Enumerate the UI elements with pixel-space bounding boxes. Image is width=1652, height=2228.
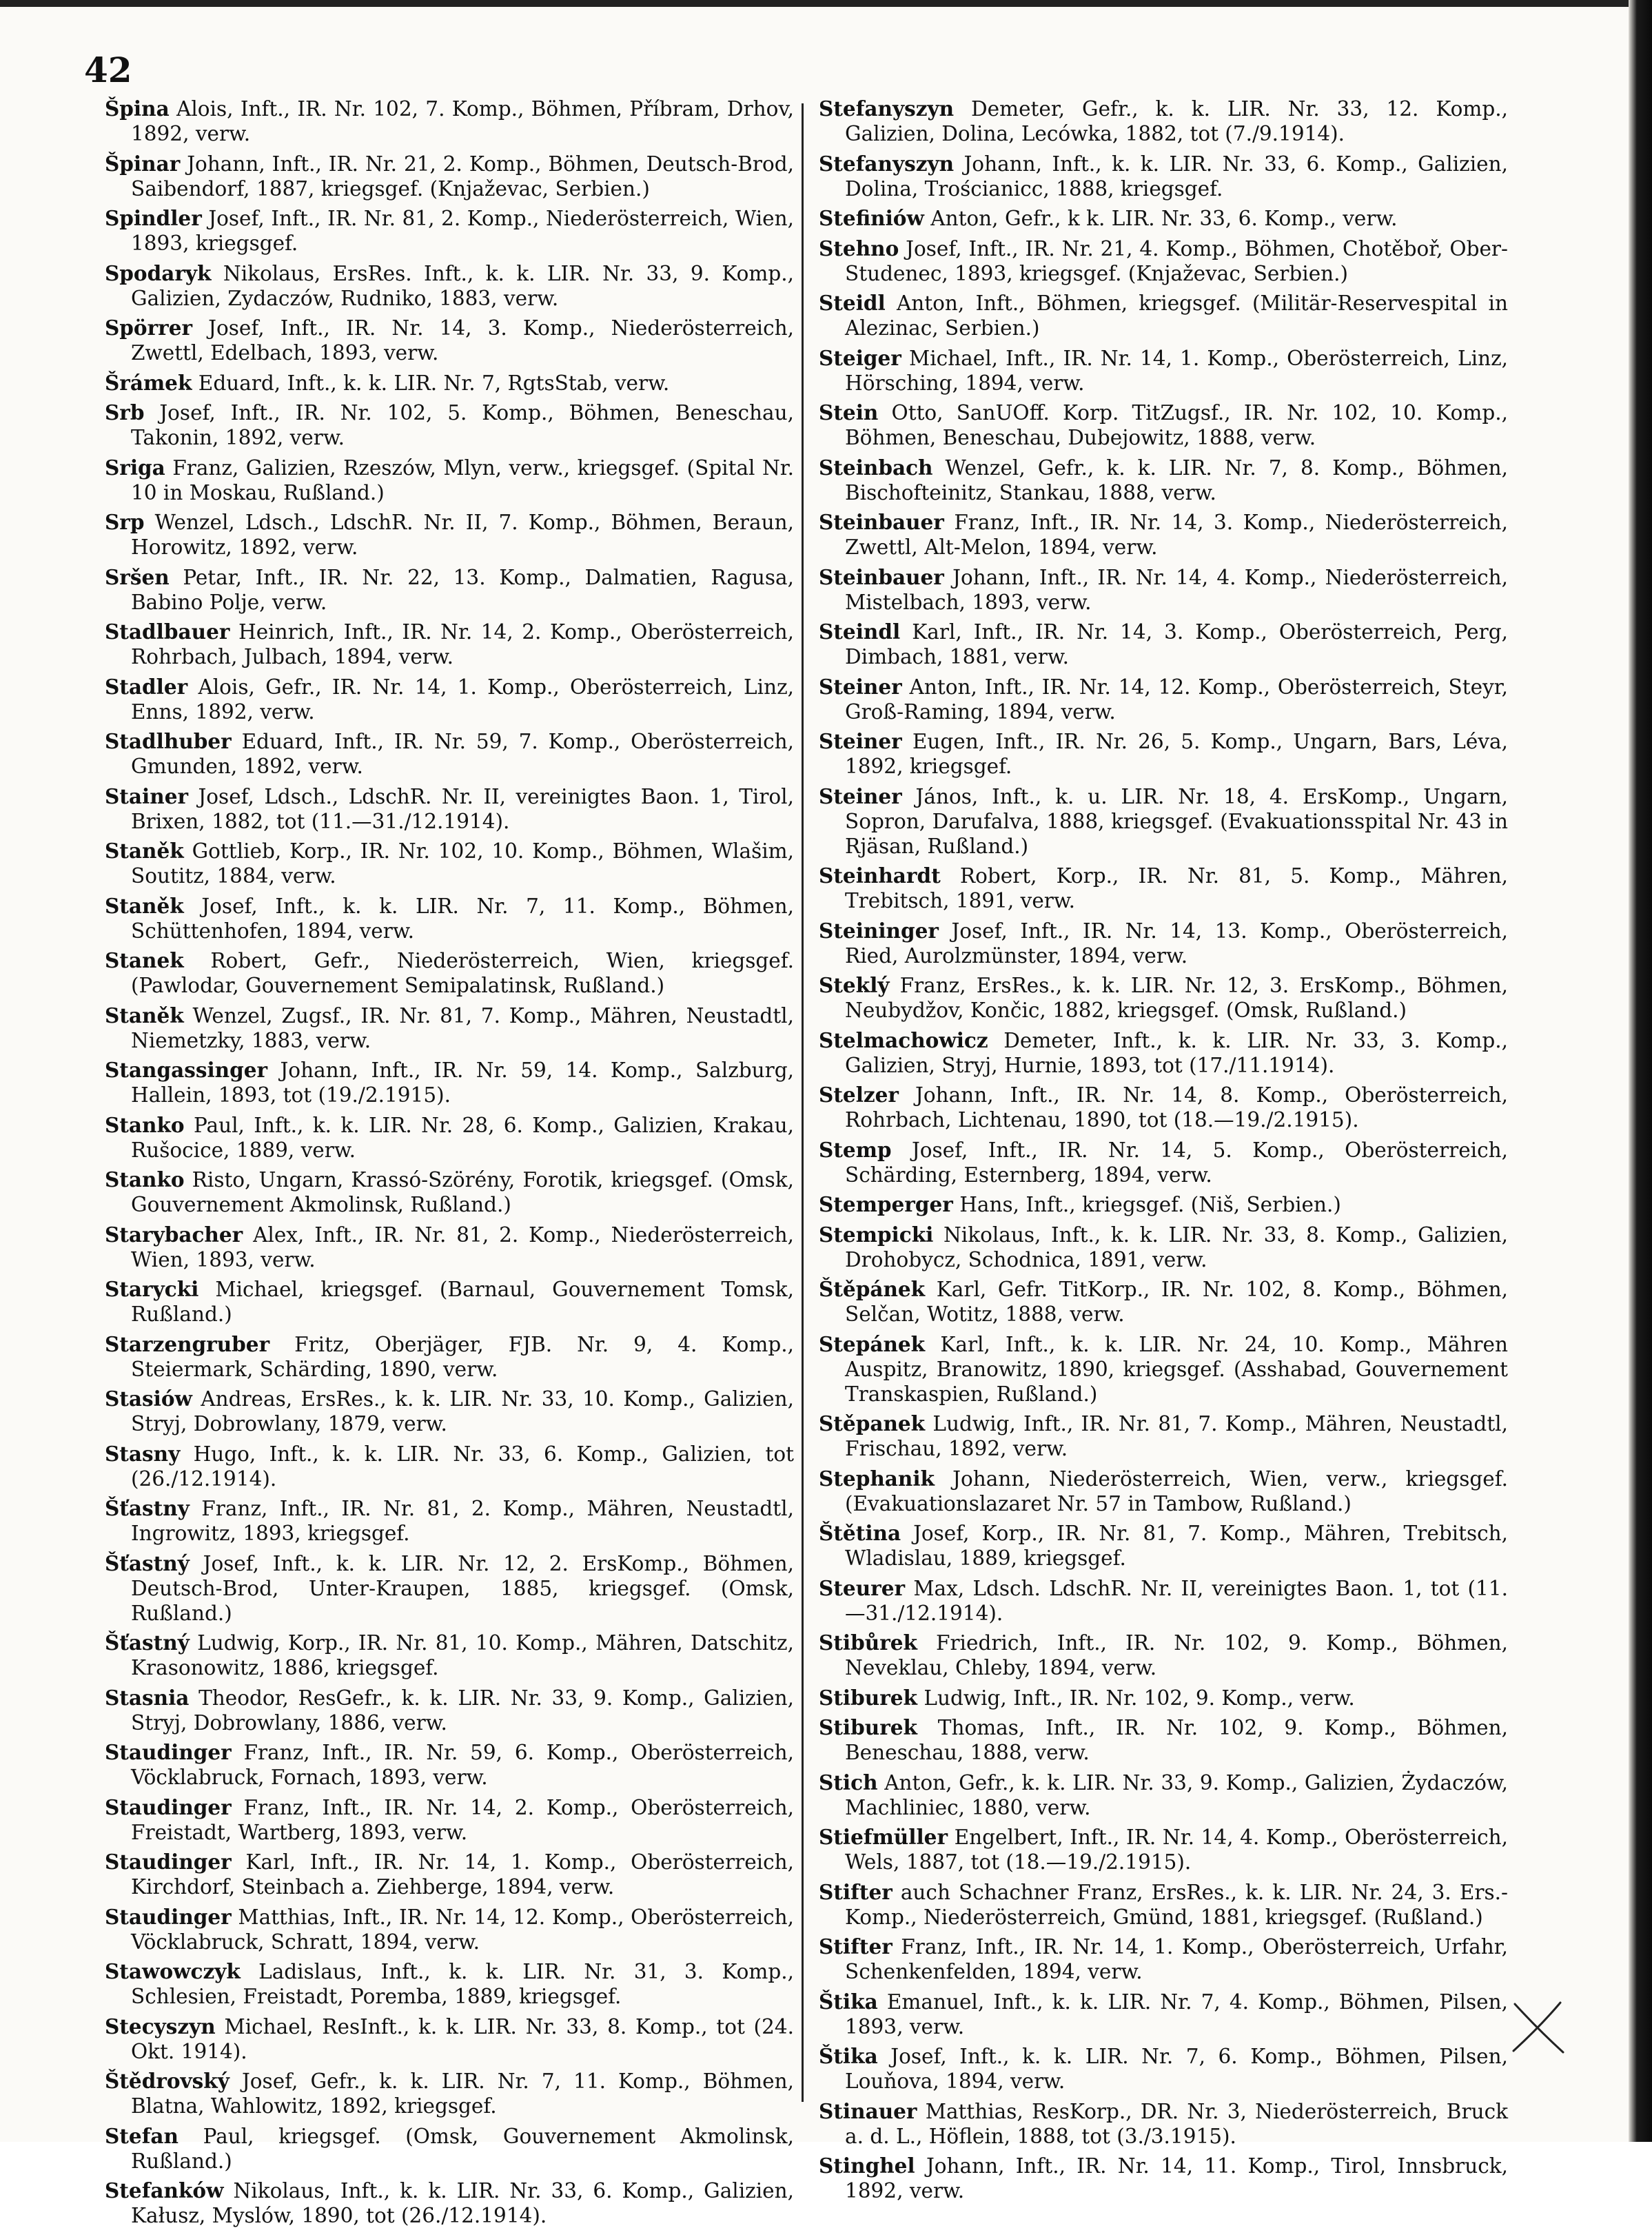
entry-surname: Stadlhuber: [105, 729, 232, 753]
register-entry: [105, 1058, 794, 1107]
entry-surname: Stasny: [105, 1441, 181, 1466]
entry-surname: Spörrer: [105, 316, 193, 340]
register-entry: [105, 1496, 794, 1546]
register-entry: [819, 1223, 1508, 1272]
entry-details: Gottlieb, Korp., IR. Nr. 102, 10. Komp., Böhmen, Wlašim, Soutitz, 1884, verw.: [131, 839, 794, 888]
entry-surname: Stelzer: [819, 1083, 899, 1107]
register-entry: [819, 1686, 1508, 1710]
entry-details: Risto, Ungarn, Krassó-Szörény, Forotik, kriegsgef. (Omsk, Gouvernement Akmolinsk, Rußland.): [131, 1168, 794, 1216]
scan-top-border: [0, 0, 1652, 7]
entry-surname: Stich: [819, 1770, 878, 1795]
entry-surname: Steindl: [819, 620, 901, 644]
register-entry: [819, 1028, 1508, 1078]
entry-surname: Staudinger: [105, 1904, 232, 1929]
entry-details: Anton, Gefr., k k. LIR. Nr. 33, 6. Komp., verw.: [930, 207, 1398, 230]
register-entry: [105, 1277, 794, 1327]
register-entry: [819, 236, 1508, 286]
entry-details: Alois, Gefr., IR. Nr. 14, 1. Komp., Oberösterreich, Linz, Enns, 1892, verw.: [131, 675, 794, 724]
entry-details: Wenzel, Zugsf., IR. Nr. 81, 7. Komp., Mähren, Neustadtl, Niemetzky, 1883, verw.: [131, 1003, 794, 1052]
handwritten-cross-mark: [1509, 2000, 1567, 2055]
entry-details: Eduard, Inft., k. k. LIR. Nr. 7, RgtsStab, verw.: [198, 371, 670, 395]
entry-surname: Stadler: [105, 674, 188, 699]
entry-surname: Sršen: [105, 564, 170, 589]
entry-surname: Steinbauer: [819, 564, 944, 589]
entry-surname: Stinauer: [819, 2098, 917, 2123]
entry-surname: Špina: [105, 96, 170, 121]
register-entry: [819, 2154, 1508, 2203]
entry-surname: Steiner: [819, 784, 902, 808]
entry-surname: Staudinger: [105, 1795, 232, 1819]
entry-details: Franz, Inft., IR. Nr. 81, 2. Komp., Mähren, Neustadtl, Ingrowitz, 1893, kriegsgef.: [131, 1497, 794, 1545]
entry-details: Franz, Inft., IR. Nr. 14, 2. Komp., Oberösterreich, Freistadt, Wartberg, 1893, verw.: [131, 1795, 794, 1844]
entry-details: Andreas, ErsRes., k. k. LIR. Nr. 33, 10. Komp., Galizien, Stryj, Dobrowlany, 1879, verw.: [131, 1387, 794, 1435]
entry-details: Johann, Inft., IR. Nr. 21, 2. Komp., Böhmen, Deutsch-Brod, Saibendorf, 1887, kriegsgef. (Knjaževac, Serbien.): [131, 152, 794, 201]
register-entry: [105, 729, 794, 779]
entry-details: Franz, Inft., IR. Nr. 59, 6. Komp., Oberösterreich, Vöcklabruck, Fornach, 1893, verw.: [131, 1741, 794, 1789]
register-entry: [819, 400, 1508, 450]
register-entry: [819, 2099, 1508, 2149]
entry-details: Johann, Inft., IR. Nr. 14, 8. Komp., Oberösterreich, Rohrbach, Lichtenau, 1890, tot (18.—19./2.1915).: [845, 1083, 1508, 1132]
entry-surname: Štětina: [819, 1521, 901, 1545]
register-entry: [105, 1631, 794, 1680]
register-entry: [105, 1003, 794, 1053]
register-entry: [819, 1083, 1508, 1132]
entry-details: Josef, Inft., IR. Nr. 81, 2. Komp., Niederösterreich, Wien, 1893, kriegsgef.: [131, 207, 794, 255]
register-entry: [105, 1740, 794, 1790]
entry-surname: Stiburek: [819, 1685, 917, 1710]
entry-details: Fritz, Oberjäger, FJB. Nr. 9, 4. Komp., Steiermark, Schärding, 1890, verw.: [131, 1332, 794, 1381]
register-entry: [105, 316, 794, 365]
entry-surname: Štika: [819, 2044, 878, 2068]
entry-surname: Stepánek: [819, 1331, 926, 1356]
register-entry: [105, 206, 794, 256]
register-entry: [819, 2044, 1508, 2094]
entry-surname: Starybacher: [105, 1222, 243, 1247]
entry-details: Karl, Gefr. TitKorp., IR. Nr. 102, 8. Komp., Böhmen, Selčan, Wotitz, 1888, verw.: [845, 1278, 1508, 1326]
entry-details: Ludwig, Inft., IR. Nr. 81, 7. Komp., Mähren, Neustadtl, Frischau, 1892, verw.: [845, 1412, 1508, 1460]
entry-details: Karl, Inft., IR. Nr. 14, 3. Komp., Oberösterreich, Perg, Dimbach, 1881, verw.: [845, 620, 1508, 668]
entry-details: Max, Ldsch. LdschR. Nr. II, vereinigtes Baon. 1, tot (11.—31./12.1914).: [845, 1576, 1508, 1625]
entry-surname: Stainer: [105, 784, 189, 808]
register-entry: [105, 400, 794, 450]
entry-details: Josef, Inft., IR. Nr. 102, 5. Komp., Böhmen, Beneschau, Takonin, 1892, verw.: [131, 401, 794, 449]
entry-details: Petar, Inft., IR. Nr. 22, 13. Komp., Dalmatien, Ragusa, Babino Polje, verw.: [131, 565, 794, 614]
entry-surname: Stanek: [105, 948, 184, 972]
entry-details: Nikolaus, Inft., k. k. LIR. Nr. 33, 8. Komp., Galizien, Drohobycz, Schodnica, 1891, verw.: [845, 1223, 1508, 1271]
entry-surname: Špinar: [105, 151, 181, 176]
register-entry: [105, 1686, 794, 1735]
register-entry: [105, 839, 794, 888]
register-entry: [105, 456, 794, 505]
entry-details: Franz, ErsRes., k. k. LIR. Nr. 12, 3. ErsKomp., Böhmen, Neubydžov, Končic, 1882, kriegsgef. (Omsk, Rußland.): [845, 974, 1508, 1022]
entry-details: Josef, Inft., IR. Nr. 14, 3. Komp., Niederösterreich, Zwettl, Edelbach, 1893, verw.: [131, 316, 794, 365]
entry-surname: Stibůrek: [819, 1631, 917, 1655]
entry-details: Anton, Inft., IR. Nr. 14, 12. Komp., Oberösterreich, Steyr, Groß-Raming, 1894, verw.: [845, 675, 1508, 724]
register-entry: [105, 96, 794, 146]
entry-details: Matthias, ResKorp., DR. Nr. 3, Niederösterreich, Bruck a. d. L., Höflein, 1888, tot (3./3.1915).: [845, 2099, 1508, 2148]
register-entry: [819, 1880, 1508, 1930]
register-entry: [105, 675, 794, 724]
entry-surname: Stecyszyn: [105, 2014, 216, 2038]
entry-surname: Stasnia: [105, 1685, 190, 1710]
entry-surname: Steiger: [819, 345, 901, 370]
entry-surname: Stiefmüller: [819, 1825, 948, 1849]
register-entry: [819, 1715, 1508, 1765]
register-entry: [819, 620, 1508, 669]
entry-details: Johann, Inft., IR. Nr. 14, 4. Komp., Niederösterreich, Mistelbach, 1893, verw.: [845, 565, 1508, 614]
entry-details: Karl, Inft., IR. Nr. 14, 1. Komp., Oberösterreich, Kirchdorf, Steinbach a. Ziehberge, 1894, verw.: [131, 1850, 794, 1899]
entry-surname: Stanko: [105, 1167, 185, 1192]
entry-details: Alex, Inft., IR. Nr. 81, 2. Komp., Niederösterreich, Wien, 1893, verw.: [131, 1223, 794, 1271]
register-entry: [105, 1332, 794, 1382]
register-entry: [105, 1113, 794, 1163]
entry-surname: Stinghel: [819, 2154, 915, 2178]
entry-surname: Šťastný: [105, 1551, 190, 1575]
entry-details: Thomas, Inft., IR. Nr. 102, 9. Komp., Böhmen, Beneschau, 1888, verw.: [845, 1716, 1508, 1764]
entry-surname: Stěpanek: [819, 1411, 926, 1435]
register-entry: [819, 784, 1508, 859]
register-entry: [105, 371, 794, 396]
register-entry: [819, 152, 1508, 201]
entry-details: Demeter, Inft., k. k. LIR. Nr. 33, 3. Komp., Galizien, Stryj, Hurnie, 1893, tot (17./11.1914).: [845, 1028, 1508, 1077]
entry-surname: Steiner: [819, 729, 902, 753]
entry-surname: Staněk: [105, 839, 184, 863]
entry-surname: Šťastný: [105, 1631, 190, 1655]
entry-details: Johann, Inft., IR. Nr. 59, 14. Komp., Salzburg, Hallein, 1893, tot (19./2.1915).: [131, 1059, 794, 1107]
register-entry: [819, 1277, 1508, 1327]
register-entry: [819, 346, 1508, 396]
entry-surname: Stiburek: [819, 1715, 917, 1739]
register-entry: [819, 1332, 1508, 1407]
register-entry: [819, 729, 1508, 779]
entry-details: Josef, Gefr., k. k. LIR. Nr. 7, 11. Komp., Böhmen, Blatna, Wahlowitz, 1892, kriegsgef.: [131, 2069, 794, 2118]
entry-surname: Stemp: [819, 1137, 892, 1162]
entry-details: Paul, Inft., k. k. LIR. Nr. 28, 6. Komp., Galizien, Krakau, Rušocice, 1889, verw.: [131, 1113, 794, 1162]
entry-details: Michael, kriegsgef. (Barnaul, Gouvernement Tomsk, Rußland.): [131, 1278, 794, 1326]
entry-details: Robert, Gefr., Niederösterreich, Wien, kriegsgef. (Pawlodar, Gouvernement Semipalatinsk, Rußland.): [131, 949, 794, 997]
entry-details: Robert, Korp., IR. Nr. 81, 5. Komp., Mähren, Trebitsch, 1891, verw.: [845, 864, 1508, 912]
entry-details: Franz, Inft., IR. Nr. 14, 1. Komp., Oberösterreich, Urfahr, Schenkenfelden, 1894, verw.: [845, 1935, 1508, 1983]
entry-surname: Staudinger: [105, 1740, 232, 1764]
entry-details: Johann, Niederösterreich, Wien, verw., kriegsgef. (Evakuationslazaret Nr. 57 in Tambow, Rußland.): [845, 1466, 1508, 1515]
register-entry: [105, 2178, 794, 2228]
register-entry: [819, 919, 1508, 968]
entry-surname: Stefanyszyn: [819, 151, 955, 176]
entry-details: Josef, Inft., IR. Nr. 14, 13. Komp., Oberösterreich, Ried, Aurolzmünster, 1894, verw.: [845, 919, 1508, 968]
entry-details: Wenzel, Gefr., k. k. LIR. Nr. 7, 8. Komp., Böhmen, Bischofteinitz, Stankau, 1888, verw.: [845, 456, 1508, 504]
register-entry: [105, 894, 794, 943]
entry-details: Ludwig, Korp., IR. Nr. 81, 10. Komp., Mähren, Datschitz, Krasonowitz, 1886, kriegsgef.: [131, 1631, 794, 1679]
register-entry: [819, 456, 1508, 505]
entry-details: Theodor, ResGefr., k. k. LIR. Nr. 33, 9. Komp., Galizien, Stryj, Dobrowlany, 1886, verw.: [131, 1686, 794, 1735]
entry-details: Michael, ResInft., k. k. LIR. Nr. 33, 8. Komp., tot (24. Okt. 1914).: [131, 2014, 794, 2063]
register-entry: [819, 1138, 1508, 1187]
entry-surname: Stemperger: [819, 1192, 953, 1216]
register-entry: [105, 1223, 794, 1272]
entry-surname: Steklý: [819, 973, 890, 997]
entry-details: Franz, Galizien, Rzeszów, Mlyn, verw., kriegsgef. (Spital Nr. 10 in Moskau, Rußland.): [131, 456, 794, 504]
entry-details: Anton, Gefr., k. k. LIR. Nr. 33, 9. Komp., Galizien, Żydaczów, Machliniec, 1880, verw.: [845, 1770, 1508, 1819]
entry-surname: Steiner: [819, 674, 902, 699]
register-entry: [819, 1411, 1508, 1461]
register-entry: [819, 1934, 1508, 1984]
entry-surname: Stein: [819, 400, 879, 425]
register-entry: [105, 1850, 794, 1899]
entry-details: Josef, Inft., k. k. LIR. Nr. 12, 2. ErsKomp., Böhmen, Deutsch-Brod, Unter-Kraupen, 1885, kriegsgef. (Omsk, Rußland.): [131, 1551, 794, 1625]
entry-surname: Srb: [105, 400, 145, 425]
entry-surname: Stefanków: [105, 2178, 224, 2203]
register-entry: [105, 1442, 794, 1491]
register-entry: [105, 948, 794, 998]
entry-surname: Šťastny: [105, 1496, 190, 1520]
register-entry: [819, 291, 1508, 340]
register-entry: [105, 1795, 794, 1845]
entry-surname: Steininger: [819, 918, 939, 943]
left-column: [105, 96, 794, 2227]
entry-surname: Štědrovský: [105, 2069, 230, 2093]
entry-surname: Sriga: [105, 455, 165, 480]
entry-surname: Stanko: [105, 1112, 185, 1137]
entry-surname: Stefanyszyn: [819, 96, 955, 121]
entry-surname: Stawowczyk: [105, 1959, 241, 1983]
entry-surname: Stifter: [819, 1934, 893, 1959]
entry-details: Ludwig, Inft., IR. Nr. 102, 9. Komp., verw.: [924, 1686, 1355, 1710]
entry-surname: Stempicki: [819, 1222, 934, 1247]
entry-details: Josef, Korp., IR. Nr. 81, 7. Komp., Mähren, Trebitsch, Wladislau, 1889, kriegsgef.: [845, 1522, 1508, 1570]
column-divider: [802, 103, 804, 2102]
entry-surname: Stangassinger: [105, 1058, 268, 1082]
entry-details: Josef, Ldsch., LdschR. Nr. II, vereinigtes Baon. 1, Tirol, Brixen, 1882, tot (11.—31./12.1914).: [131, 784, 794, 833]
entry-details: Anton, Inft., Böhmen, kriegsgef. (Militär-Reservespital in Alezinac, Serbien.): [845, 292, 1508, 340]
entry-details: János, Inft., k. u. LIR. Nr. 18, 4. ErsKomp., Ungarn, Sopron, Darufalva, 1888, kriegsgef. (Evakuationsspital Nr. 43 in Rjäsan, Rußland.): [845, 784, 1508, 858]
right-column: [819, 96, 1509, 2203]
entry-details: Engelbert, Inft., IR. Nr. 14, 4. Komp., Oberösterreich, Wels, 1887, tot (18.—19./2.1915).: [845, 1826, 1508, 1874]
entry-surname: Stifter: [819, 1879, 893, 1904]
entry-surname: Štika: [819, 1989, 878, 2014]
register-entry: [819, 675, 1508, 724]
entry-surname: Stadlbauer: [105, 620, 230, 644]
entry-surname: Stefan: [105, 2123, 179, 2148]
register-entry: [819, 565, 1508, 615]
entry-surname: Stefiniów: [819, 206, 924, 230]
register-entry: [105, 1905, 794, 1954]
register-entry: [105, 784, 794, 834]
entry-details: Johann, Inft., IR. Nr. 14, 11. Komp., Tirol, Innsbruck, 1892, verw.: [845, 2154, 1508, 2203]
entry-details: Demeter, Gefr., k. k. LIR. Nr. 33, 12. Komp., Galizien, Dolina, Lecówka, 1882, tot (7./9.1914).: [845, 97, 1508, 145]
register-entry: [105, 261, 794, 311]
entry-details: Johann, Inft., k. k. LIR. Nr. 33, 6. Komp., Galizien, Dolina, Trościanicc, 1888, kriegsgef.: [845, 152, 1508, 201]
entry-details: Michael, Inft., IR. Nr. 14, 1. Komp., Oberösterreich, Linz, Hörsching, 1894, verw.: [845, 346, 1508, 395]
page-number: 42: [84, 50, 132, 90]
register-entry: [819, 973, 1508, 1023]
register-entry: [819, 1521, 1508, 1571]
register-entry: [819, 1990, 1508, 2039]
register-entry: [819, 510, 1508, 560]
register-entry: [105, 2069, 794, 2118]
register-entry: [105, 152, 794, 201]
entry-surname: Staudinger: [105, 1850, 232, 1874]
entry-details: Nikolaus, Inft., k. k. LIR. Nr. 33, 6. Komp., Galizien, Kałusz, Myslów, 1890, tot (26./12.1914).: [131, 2179, 794, 2227]
entry-surname: Starzengruber: [105, 1331, 270, 1356]
register-entry: [105, 1959, 794, 2009]
entry-surname: Šrámek: [105, 370, 192, 395]
entry-surname: Steidl: [819, 291, 886, 315]
entry-details: Heinrich, Inft., IR. Nr. 14, 2. Komp., Oberösterreich, Rohrbach, Julbach, 1894, verw.: [131, 620, 794, 668]
entry-details: auch Schachner Franz, ErsRes., k. k. LIR. Nr. 24, 3. Ers.-Komp., Niederösterreich, Gmünd, 1881, kriegsgef. (Rußland.): [845, 1880, 1508, 1929]
entry-details: Paul, kriegsgef. (Omsk, Gouvernement Akmolinsk, Rußland.): [131, 2124, 794, 2173]
register-entry: [819, 1576, 1508, 1626]
register-entry: [105, 510, 794, 560]
register-entry: [105, 620, 794, 669]
register-entry: [819, 206, 1508, 231]
entry-surname: Steurer: [819, 1575, 906, 1600]
entry-surname: Steinbauer: [819, 510, 944, 534]
register-entry: [105, 2014, 794, 2064]
entry-surname: Stephanik: [819, 1466, 935, 1491]
entry-details: Matthias, Inft., IR. Nr. 14, 12. Komp., Oberösterreich, Vöcklabruck, Schratt, 1894, verw.: [131, 1905, 794, 1954]
register-entry: [105, 565, 794, 615]
scan-right-border: [1629, 0, 1652, 2142]
entry-details: Nikolaus, ErsRes. Inft., k. k. LIR. Nr. 33, 9. Komp., Galizien, Zydaczów, Rudniko, 1883, verw.: [131, 261, 794, 310]
entry-details: Josef, Inft., k. k. LIR. Nr. 7, 6. Komp., Böhmen, Pilsen, Louňova, 1894, verw.: [845, 2045, 1508, 2093]
entry-details: Ladislaus, Inft., k. k. LIR. Nr. 31, 3. Komp., Schlesien, Freistadt, Poremba, 1889, kriegsgef.: [131, 1960, 794, 2008]
entry-details: Josef, Inft., k. k. LIR. Nr. 7, 11. Komp., Böhmen, Schüttenhofen, 1894, verw.: [131, 894, 794, 943]
entry-surname: Staněk: [105, 1003, 184, 1028]
entry-surname: Srp: [105, 510, 145, 534]
entry-surname: Stehno: [819, 236, 899, 260]
register-entry: [105, 1551, 794, 1626]
entry-surname: Stelmachowicz: [819, 1028, 988, 1052]
register-entry: [819, 96, 1508, 146]
register-entry: [819, 1770, 1508, 1820]
entry-surname: Steinbach: [819, 455, 933, 480]
entry-details: Hugo, Inft., k. k. LIR. Nr. 33, 6. Komp., Galizien, tot (26./12.1914).: [131, 1442, 794, 1491]
entry-details: Friedrich, Inft., IR. Nr. 102, 9. Komp., Böhmen, Neveklau, Chleby, 1894, verw.: [845, 1631, 1508, 1679]
register-entry: [819, 863, 1508, 913]
register-entry: [819, 1466, 1508, 1516]
register-entry: [105, 1167, 794, 1217]
entry-details: Alois, Inft., IR. Nr. 102, 7. Komp., Böhmen, Příbram, Drhov, 1892, verw.: [131, 97, 794, 145]
entry-details: Eduard, Inft., IR. Nr. 59, 7. Komp., Oberösterreich, Gmunden, 1892, verw.: [131, 730, 794, 778]
entry-details: Otto, SanUOff. Korp. TitZugsf., IR. Nr. 102, 10. Komp., Böhmen, Beneschau, Dubejowitz, 1888, verw.: [845, 401, 1508, 449]
entry-details: Emanuel, Inft., k. k. LIR. Nr. 7, 4. Komp., Böhmen, Pilsen, 1893, verw.: [845, 1990, 1508, 2038]
register-entry: [105, 2124, 794, 2174]
entry-surname: Spindler: [105, 206, 202, 230]
entry-details: Hans, Inft., kriegsgef. (Niš, Serbien.): [959, 1193, 1341, 1216]
entry-surname: Spodaryk: [105, 260, 212, 285]
register-entry: [819, 1192, 1508, 1217]
entry-details: Karl, Inft., k. k. LIR. Nr. 24, 10. Komp., Mähren Auspitz, Branowitz, 1890, kriegsgef. (Asshabad, Gouvernement Transkaspien, Rußland.): [845, 1332, 1508, 1406]
register-entry: [819, 1631, 1508, 1680]
entry-details: Eugen, Inft., IR. Nr. 26, 5. Komp., Ungarn, Bars, Léva, 1892, kriegsgef.: [845, 730, 1508, 778]
entry-details: Josef, Inft., IR. Nr. 14, 5. Komp., Oberösterreich, Schärding, Esternberg, 1894, verw.: [845, 1138, 1508, 1187]
register-entry: [819, 1825, 1508, 1874]
entry-surname: Steinhardt: [819, 863, 941, 888]
entry-details: Josef, Inft., IR. Nr. 21, 4. Komp., Böhmen, Chotěboř, Ober-Studenec, 1893, kriegsgef. (Knjaževac, Serbien.): [845, 236, 1509, 285]
entry-details: Wenzel, Ldsch., LdschR. Nr. II, 7. Komp., Böhmen, Beraun, Horowitz, 1892, verw.: [131, 511, 794, 559]
register-entry: [105, 1387, 794, 1436]
entry-surname: Štěpánek: [819, 1277, 926, 1301]
entry-details: Franz, Inft., IR. Nr. 14, 3. Komp., Niederösterreich, Zwettl, Alt-Melon, 1894, verw.: [845, 511, 1508, 559]
entry-surname: Staněk: [105, 893, 184, 918]
entry-surname: Starycki: [105, 1277, 199, 1301]
entry-surname: Stasiów: [105, 1387, 192, 1411]
